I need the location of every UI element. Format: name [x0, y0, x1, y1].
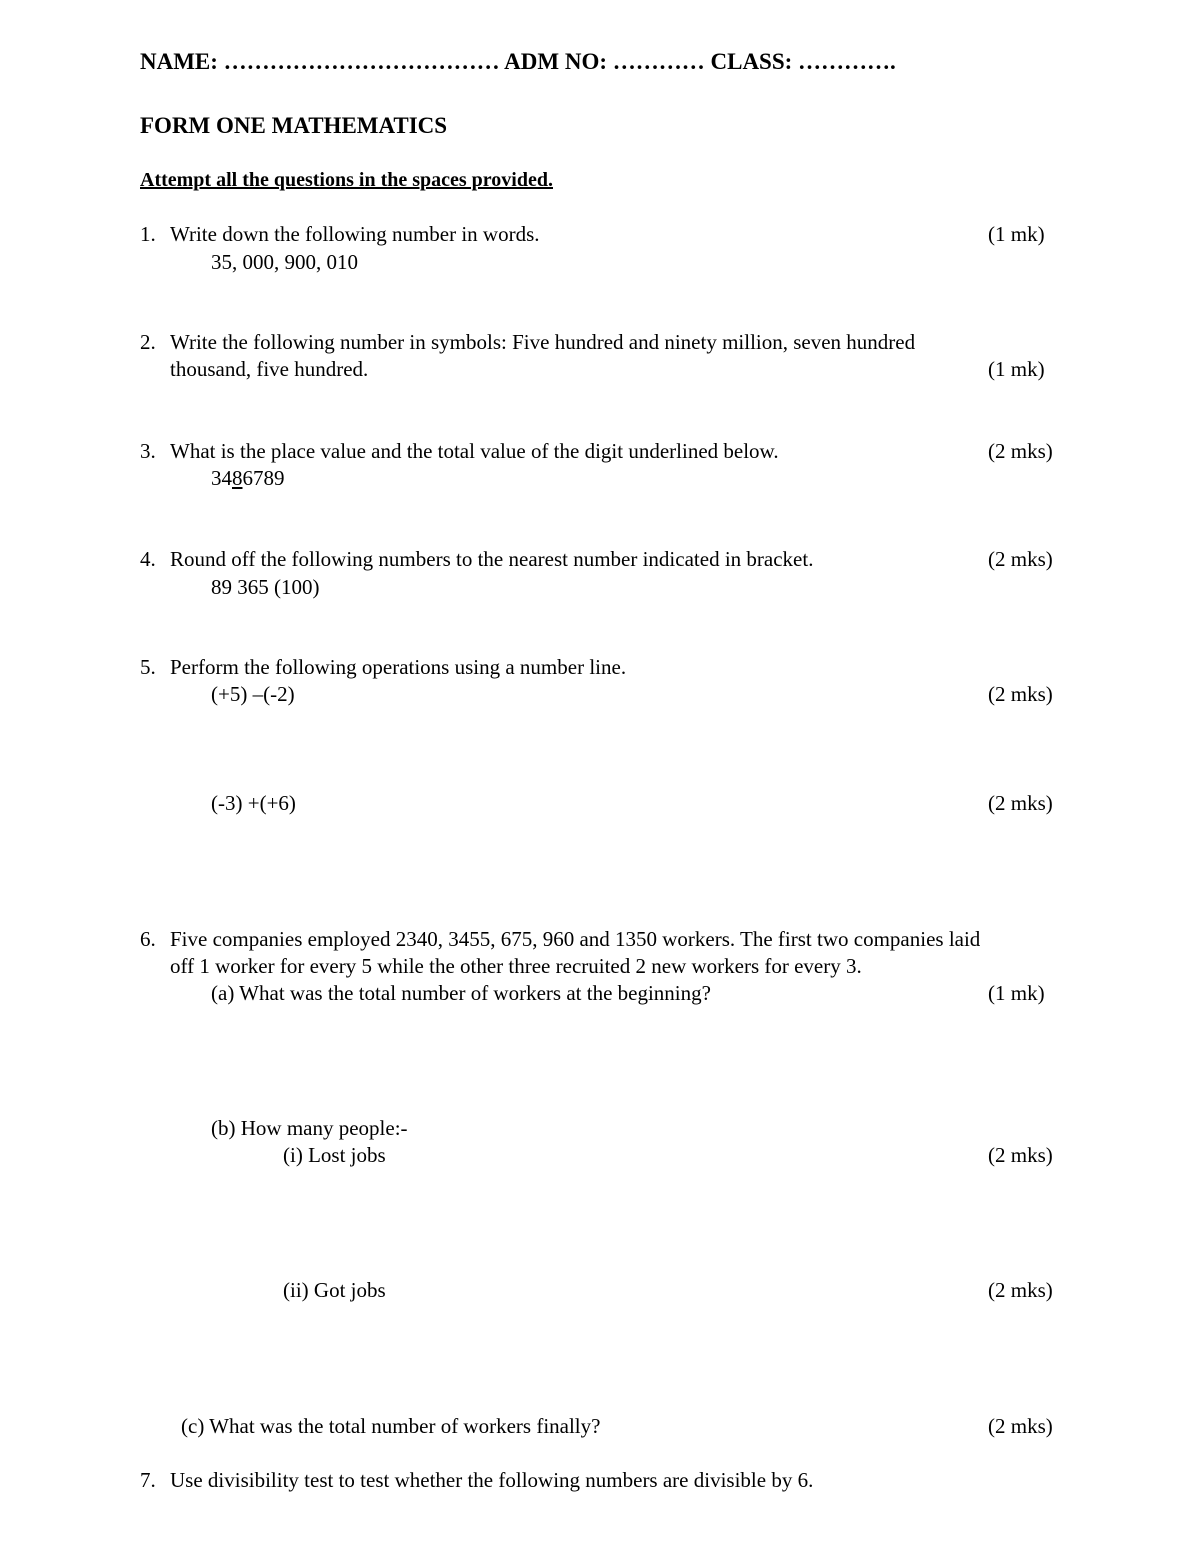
marks-label: (2 mks) [988, 547, 1053, 571]
question-text: Round off the following numbers to the nearest number indicated in bracket. [170, 547, 814, 571]
sub-question-c: (c) What was the total number of workers finally? [181, 1414, 601, 1438]
question-text: Perform the following operations using a number line. [170, 655, 627, 679]
question-text-line-1: Five companies employed 2340, 3455, 675, 960 and 1350 workers. The first two companies laid [170, 927, 981, 951]
operation-1: (+5) –(-2) [211, 682, 295, 706]
paper-title: FORM ONE MATHEMATICS [140, 113, 448, 138]
underlined-digit: 8 [232, 466, 243, 490]
instructions: Attempt all the questions in the spaces provided. [140, 169, 553, 191]
value-digits-after: 6789 [242, 466, 285, 490]
question-number: 6. [140, 927, 156, 951]
operation-2: (-3) +(+6) [211, 791, 296, 815]
question-text: Write down the following number in words. [170, 222, 540, 246]
question-number: 7. [140, 1468, 156, 1492]
sub-question-a: (a) What was the total number of workers at the beginning? [211, 981, 711, 1005]
question-number: 2. [140, 330, 156, 354]
sub-question-b: (b) How many people:- [211, 1116, 408, 1140]
marks-label: (2 mks) [988, 1414, 1053, 1438]
question-number: 1. [140, 222, 156, 246]
marks-label: (2 mks) [988, 791, 1053, 815]
marks-label: (2 mks) [988, 439, 1053, 463]
marks-label: (1 mk) [988, 357, 1045, 381]
question-value: 35, 000, 900, 010 [211, 250, 358, 274]
question-number: 4. [140, 547, 156, 571]
question-text: What is the place value and the total value of the digit underlined below. [170, 439, 779, 463]
question-number: 3. [140, 439, 156, 463]
marks-label: (1 mk) [988, 981, 1045, 1005]
marks-label: (2 mks) [988, 1143, 1053, 1167]
marks-label: (2 mks) [988, 682, 1053, 706]
value-digits-before: 34 [211, 466, 232, 490]
marks-label: (2 mks) [988, 1278, 1053, 1302]
question-text-line-2: thousand, five hundred. [170, 357, 369, 381]
sub-question-b-ii: (ii) Got jobs [283, 1278, 386, 1302]
question-text-line-1: Write the following number in symbols: Five hundred and ninety million, seven hundred [170, 330, 916, 354]
student-details-line: NAME: ……………………………… ADM NO: ………… CLASS: …………. [140, 49, 896, 74]
question-value: 89 365 (100) [211, 575, 320, 599]
question-text: Use divisibility test to test whether the following numbers are divisible by 6. [170, 1468, 814, 1492]
question-value [211, 468, 285, 489]
question-text-line-2: off 1 worker for every 5 while the other three recruited 2 new workers for every 3. [170, 954, 862, 978]
question-number: 5. [140, 655, 156, 679]
marks-label: (1 mk) [988, 222, 1045, 246]
sub-question-b-i: (i) Lost jobs [283, 1143, 386, 1167]
